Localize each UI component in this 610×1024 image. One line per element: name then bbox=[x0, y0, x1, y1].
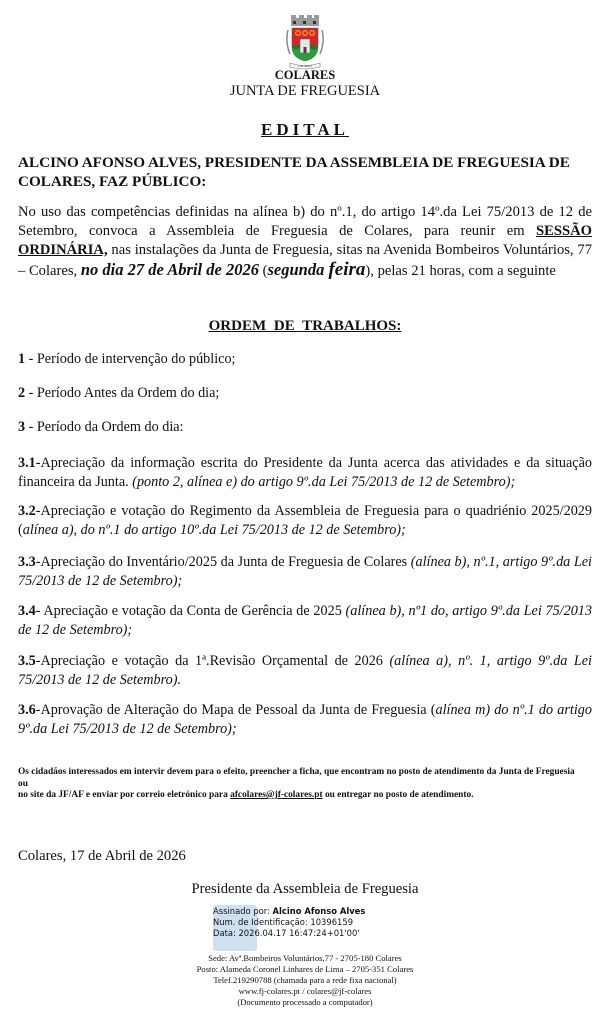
session-type: SESSÃO ORDINÁRIA, bbox=[18, 223, 592, 258]
agenda-heading: ORDEM DE TRABALHOS: bbox=[208, 318, 402, 334]
agenda-item: 3.3-Apreciação do Inventário/2025 da Junta de Freguesia de Colares (alínea b), nº.1, artigo 9º.da Lei 75/2013 de 12 de Setembro); bbox=[18, 554, 592, 589]
agenda-item: 3.4- Apreciação e votação da Conta de Gerência de 2025 (alínea b), nº1 do, artigo 9º.da Lei 75/2013 de 12 de Setembro); bbox=[18, 603, 592, 638]
locality-name: COLARES bbox=[274, 68, 336, 82]
meeting-date: no dia 27 de Abril de 2026 bbox=[80, 260, 259, 279]
intro-statement: ALCINO AFONSO ALVES, PRESIDENTE DA ASSEMBLEIA DE FREGUESIA DE COLARES, FAZ PÚBLICO: bbox=[18, 154, 570, 190]
agenda-item: 3.2-Apreciação e votação do Regimento da Assembleia de Freguesia para o quadriénio 2025/2029 (alínea a), do nº.1 do artigo 10º.da Lei 75/2013 de 12 de Setembro); bbox=[18, 503, 592, 538]
signer-name: Alcino Afonso Alves bbox=[272, 906, 366, 916]
footer-web-email: www.fj-colares.pt / colares@jf-colares bbox=[238, 986, 372, 996]
digital-signature[interactable]: Assinado por: Alcino Afonso Alves Num. de Identificação: 10396159 Data: 2026.04.17 16:47:24+01'00' bbox=[213, 906, 366, 938]
document-title: EDITAL bbox=[261, 120, 349, 139]
agenda-item: 3.5-Apreciação e votação da 1ª.Revisão Orçamental de 2026 (alínea a), nº. 1, artigo 9º.da Lei 75/2013 de 12 de Setembro). bbox=[18, 653, 592, 688]
place-date: Colares, 17 de Abril de 2026 bbox=[18, 848, 186, 864]
coat-of-arms-icon bbox=[285, 14, 325, 70]
institution-name: JUNTA DE FREGUESIA bbox=[229, 83, 381, 99]
agenda-item: 3.1-Apreciação da informação escrita do Presidente da Junta acerca das atividades e da situação financeira da Junta. (ponto 2, alínea e) do artigo 9º.da Lei 75/2013 de 12 de Setembro); bbox=[18, 455, 592, 490]
footer-contact: Sede: Avª.Bombeiros Voluntários,77 - 2705-180 Colares Posto: Alameda Coronel Linhares de Lima – 2705-351 Colares Telef.219290788 (chamada para a rede fixa nacional) www.fj-colares.pt / colares@jf-colares (Documento processado a computador) bbox=[0, 953, 610, 1008]
weekday: segunda bbox=[267, 260, 329, 279]
agenda-item: 3.6-Aprovação de Alteração do Mapa de Pessoal da Junta de Freguesia (alínea m) do nº.1 do artigo 9º.da Lei 75/2013 de 12 de Setembro); bbox=[18, 702, 592, 737]
crest-label: COLARES bbox=[297, 64, 313, 68]
email-link[interactable]: afcolares@jf-colares.pt bbox=[230, 790, 323, 800]
agenda-item: 1 - Período de intervenção do público; bbox=[18, 351, 236, 367]
agenda-item: 3 - Período da Ordem do dia: bbox=[18, 419, 184, 435]
signatory-role: Presidente da Assembleia de Freguesia bbox=[191, 881, 419, 897]
agenda-item: 2 - Período Antes da Ordem do dia; bbox=[18, 385, 220, 401]
participation-notice: Os cidadãos interessados em intervir devem para o efeito, preencher a ficha, que encontram no posto de atendimento da Junta de Freguesia ou no site da JF/AF e enviar por correio eletrónico para afcolares@jf-colares.pt ou entregar no posto de atendimento. bbox=[18, 767, 575, 800]
convocation-paragraph: No uso das competências definidas na alínea b) do nº.1, do artigo 14º.da Lei 75/2013 de 12 de Setembro, convoca a Assembleia de Freguesia de Colares, para reunir em SESSÃO ORDINÁRIA, nas instalações da Junta de Freguesia, sitas na Avenida Bombeiros Voluntários, 77 – Colares, no dia 27 de Abril de 2026 (segunda feira), pelas 21 horas, com a seguinte bbox=[18, 204, 592, 280]
